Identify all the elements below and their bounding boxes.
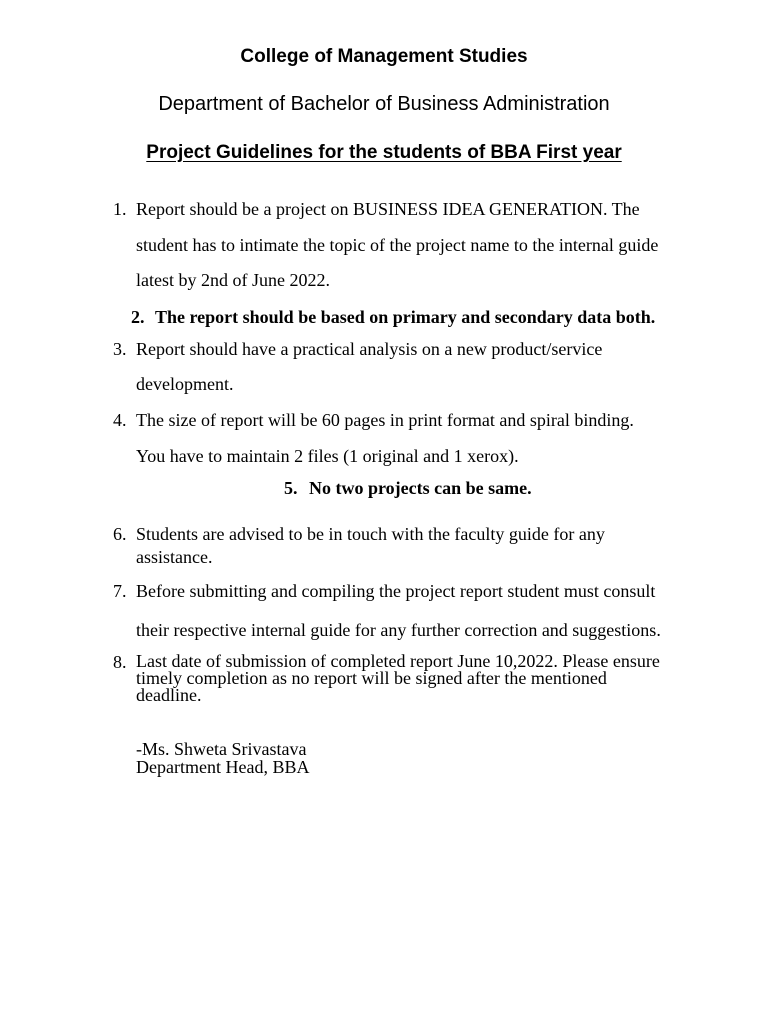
- item-4-line-1: The size of report will be 60 pages in print format and spiral binding.: [136, 410, 634, 430]
- item-1-line-3: latest by 2nd of June 2022.: [136, 270, 330, 290]
- item-7-line-2: their respective internal guide for any further correction and suggestions.: [136, 620, 661, 640]
- item-7-line-1: Before submitting and compiling the project report student must consult: [136, 581, 656, 601]
- item-4-number: 4.: [113, 410, 127, 430]
- item-4-line-2: You have to maintain 2 files (1 original and 1 xerox).: [136, 446, 519, 466]
- item-8-line-3: deadline.: [136, 685, 202, 705]
- item-5-line-1: No two projects can be same.: [309, 478, 532, 498]
- page-title: [0, 142, 768, 164]
- item-3-line-2: development.: [136, 374, 234, 394]
- item-6-line-1: Students are advised to be in touch with the faculty guide for any: [136, 524, 605, 544]
- item-7-number: 7.: [113, 581, 127, 601]
- item-1-line-1: Report should be a project on BUSINESS IDEA GENERATION. The: [136, 199, 640, 219]
- college-name: College of Management Studies: [240, 46, 528, 67]
- item-2-line-1: The report should be based on primary and secondary data both.: [155, 307, 656, 327]
- item-1-number: 1.: [113, 199, 127, 219]
- item-1-line-2: student has to intimate the topic of the project name to the internal guide: [136, 235, 659, 255]
- item-6-number: 6.: [113, 524, 127, 544]
- item-8-number: 8.: [113, 652, 127, 672]
- signatory-designation: Department Head, BBA: [136, 757, 310, 777]
- signatory-name: -Ms. Shweta Srivastava: [136, 739, 307, 759]
- item-2-number: 2.: [131, 307, 145, 327]
- item-6-line-2: assistance.: [136, 547, 213, 567]
- department-name: Department of Bachelor of Business Administration: [158, 93, 610, 115]
- item-3-number: 3.: [113, 339, 127, 359]
- item-3-line-1: Report should have a practical analysis on a new product/service: [136, 339, 603, 359]
- item-8-line-2: timely completion as no report will be signed after the mentioned: [136, 668, 607, 688]
- item-5-number: 5.: [284, 478, 298, 498]
- item-8-line-1: Last date of submission of completed report June 10,2022. Please ensure: [136, 651, 660, 671]
- page-title-text: Project Guidelines for the students of BBA First year: [146, 142, 622, 163]
